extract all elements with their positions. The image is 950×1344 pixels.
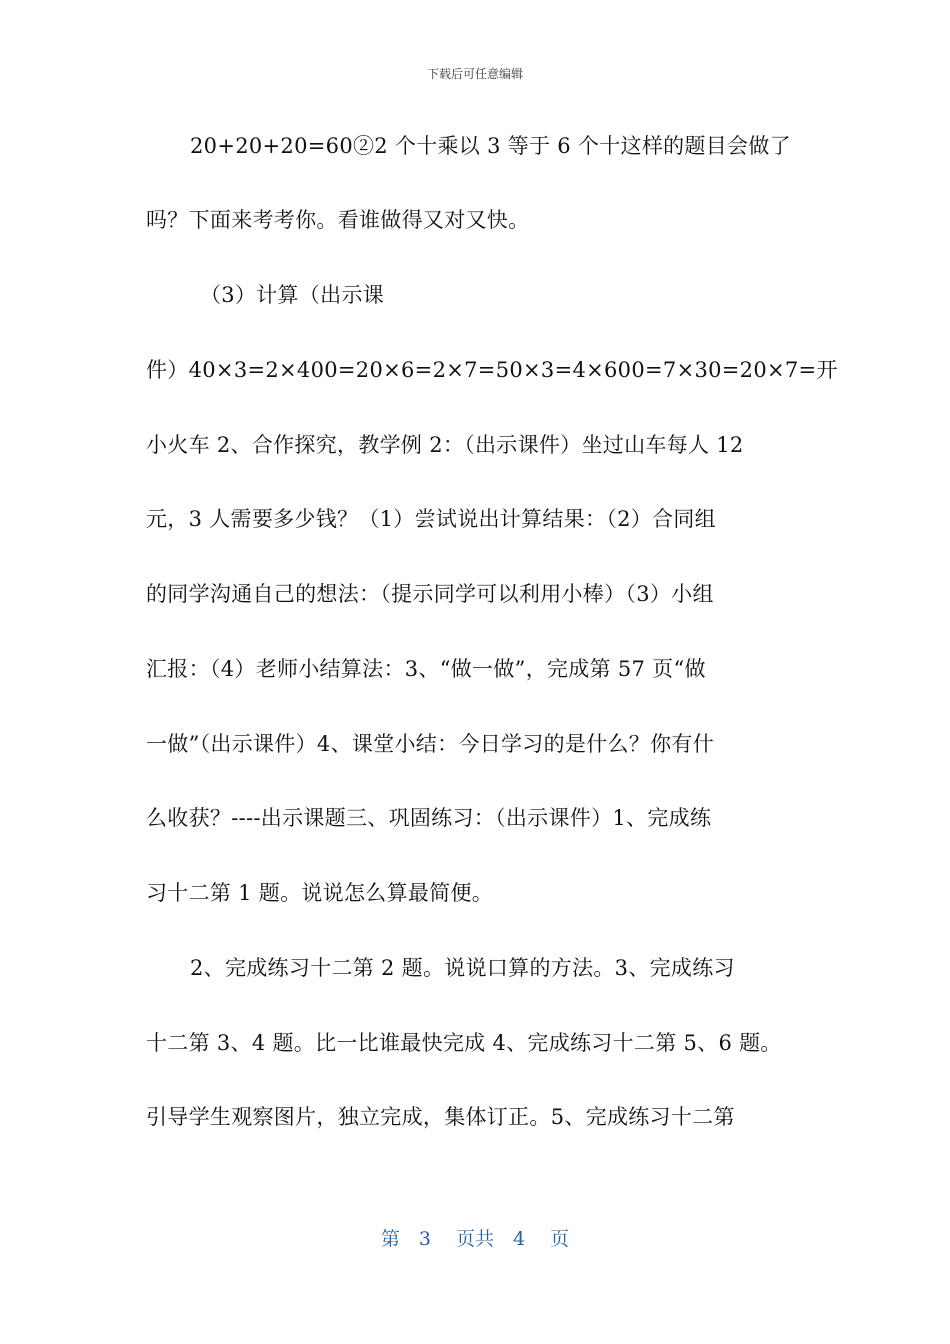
paragraph-line: 20+20+20=60②2 个十乘以 3 等于 6 个十这样的题目会做了	[190, 134, 791, 158]
paragraph-line: （3）计算（出示课	[200, 283, 385, 307]
paragraph-line: 汇报：（4）老师小结算法：3、“做一做”，完成第 57 页“做	[146, 657, 706, 681]
header-note: 下载后可任意编辑	[426, 67, 523, 81]
paragraph-line: 么收获？----出示课题三、巩固练习：（出示课件）1、完成练	[146, 806, 712, 830]
paragraph-line: 2、完成练习十二第 2 题。说说口算的方法。3、完成练习	[190, 956, 735, 980]
paragraph-line: 元，3 人需要多少钱？（1）尝试说出计算结果：（2）合同组	[146, 507, 716, 531]
paragraph-line: 的同学沟通自己的想法：（提示同学可以利用小棒）（3）小组	[146, 582, 714, 606]
page-number-footer: 第 3 页共 4 页	[380, 1228, 570, 1250]
paragraph-line: 吗？下面来考考你。看谁做得又对又快。	[146, 208, 530, 232]
paragraph-line: 小火车 2、合作探究，教学例 2：（出示课件）坐过山车每人 12	[146, 433, 744, 457]
paragraph-line: 一做”（出示课件）4、课堂小结：今日学习的是什么？你有什	[146, 732, 714, 756]
paragraph-line: 习十二第 1 题。说说怎么算最简便。	[146, 881, 494, 905]
paragraph-line: 件）40×3=2×400=20×6=2×7=50×3=4×600=7×30=20×7=开	[146, 358, 838, 382]
paragraph-line: 十二第 3、4 题。比一比谁最快完成 4、完成练习十二第 5、6 题。	[146, 1031, 782, 1055]
paragraph-line: 引导学生观察图片，独立完成，集体订正。5、完成练习十二第	[146, 1105, 735, 1129]
